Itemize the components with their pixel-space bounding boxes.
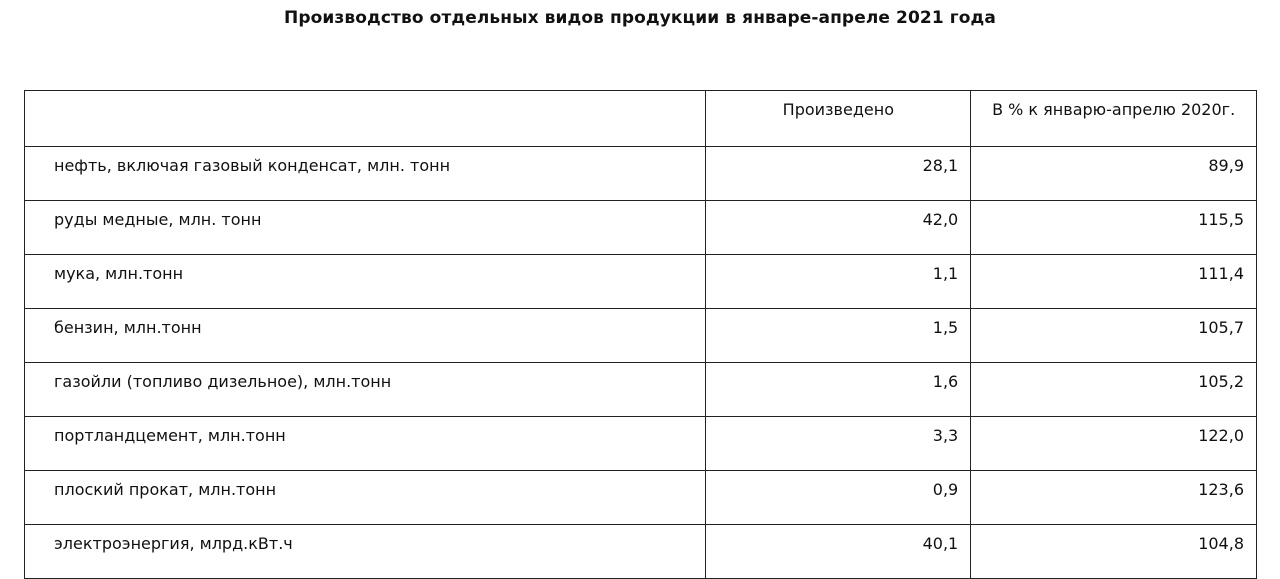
percent-value: 105,7	[971, 309, 1257, 363]
produced-value: 42,0	[706, 201, 971, 255]
table-row	[25, 255, 1257, 309]
table-row	[25, 525, 1257, 579]
percent-value: 122,0	[971, 417, 1257, 471]
percent-value: 111,4	[971, 255, 1257, 309]
percent-value: 123,6	[971, 471, 1257, 525]
table-row	[25, 471, 1257, 525]
produced-value: 28,1	[706, 147, 971, 201]
produced-value: 40,1	[706, 525, 971, 579]
header-percent: В % к январю-апрелю 2020г.	[971, 91, 1257, 147]
produced-value: 1,6	[706, 363, 971, 417]
table-row	[25, 201, 1257, 255]
header-product	[25, 91, 706, 147]
product-name: мука, млн.тонн	[25, 255, 706, 309]
percent-value: 89,9	[971, 147, 1257, 201]
produced-value: 3,3	[706, 417, 971, 471]
product-name: электроэнергия, млрд.кВт.ч	[25, 525, 706, 579]
percent-value: 105,2	[971, 363, 1257, 417]
table-row	[25, 363, 1257, 417]
produced-value: 1,1	[706, 255, 971, 309]
product-name: плоский прокат, млн.тонн	[25, 471, 706, 525]
table-row	[25, 417, 1257, 471]
table-header-row	[25, 91, 1257, 147]
product-name: бензин, млн.тонн	[25, 309, 706, 363]
percent-value: 115,5	[971, 201, 1257, 255]
product-name: руды медные, млн. тонн	[25, 201, 706, 255]
table-row	[25, 309, 1257, 363]
page-title: Производство отдельных видов продукции в январе-апреле 2021 года	[284, 8, 996, 28]
produced-value: 1,5	[706, 309, 971, 363]
header-produced: Произведено	[706, 91, 971, 147]
table-row	[25, 147, 1257, 201]
product-name: газойли (топливо дизельное), млн.тонн	[25, 363, 706, 417]
product-name: нефть, включая газовый конденсат, млн. тонн	[25, 147, 706, 201]
percent-value: 104,8	[971, 525, 1257, 579]
product-name: портландцемент, млн.тонн	[25, 417, 706, 471]
produced-value: 0,9	[706, 471, 971, 525]
production-table	[24, 90, 1257, 579]
